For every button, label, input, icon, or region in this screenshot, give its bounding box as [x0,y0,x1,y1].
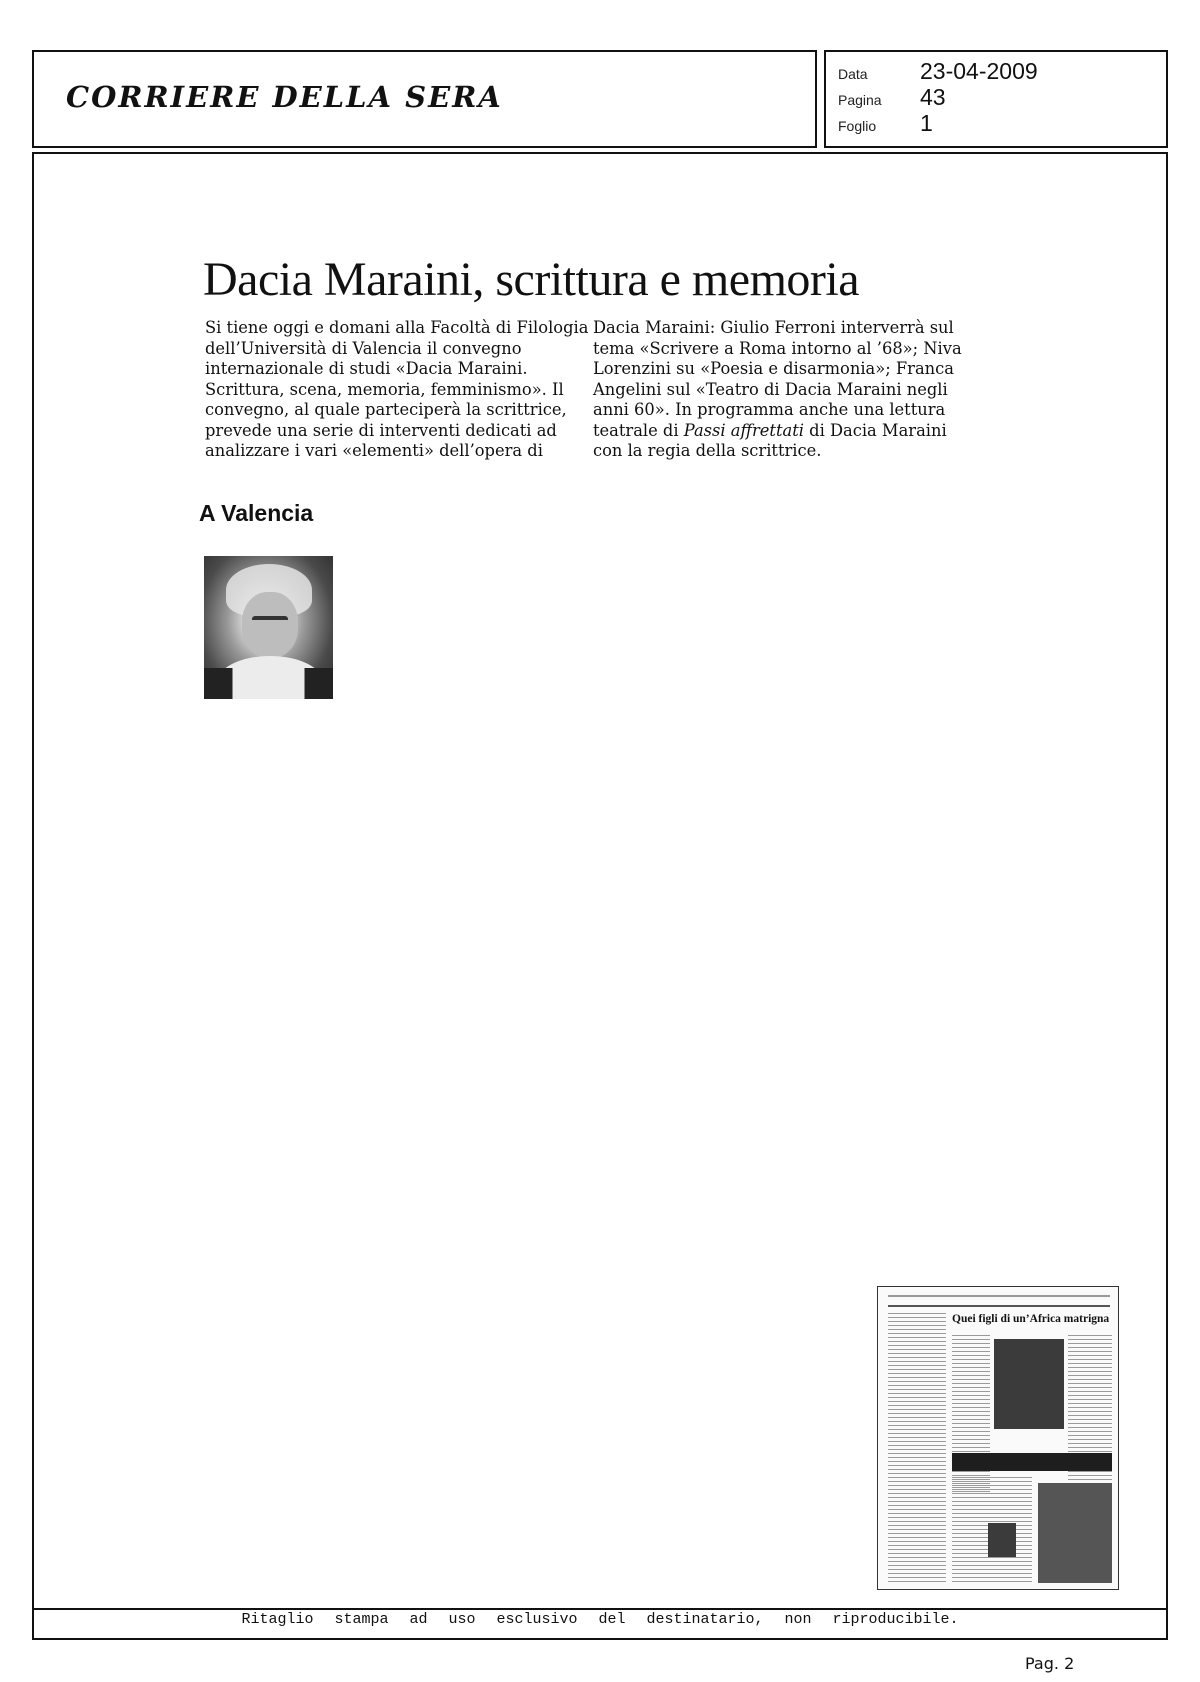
meta-value: 23-04-2009 [920,58,1038,84]
article-column-left [205,318,595,462]
text-line: Scrittura, scena, memoria, femminismo». Il [205,379,564,399]
meta-label: Foglio [838,118,877,134]
page-number: Pag. 2 [1025,1654,1075,1673]
masthead-title: CORRIERE DELLA SERA [66,80,503,114]
thumb-text-column [1068,1335,1112,1495]
header-masthead-box [32,50,817,148]
meta-label: Data [838,66,868,82]
meta-value: 1 [920,110,933,136]
section-label: A Valencia [199,500,314,526]
footer-notice: Ritaglio stampa ad uso esclusivo del destinatario, non riproducibile. [241,1611,959,1628]
article-column-right [593,318,983,462]
text-line: prevede una serie di interventi dedicati ad [205,420,557,440]
thumbnail-headline: Quei figli di un’Africa matrigna [952,1313,1110,1325]
text-line: analizzare i vari «elementi» dell’opera di [205,441,543,460]
text-line: Angelini sul «Teatro di Dacia Maraini negli [593,379,948,399]
text-line: Dacia Maraini: Giulio Ferroni interverrà sul [593,318,954,337]
header-meta-box [824,50,1168,148]
meta-value: 43 [920,84,946,110]
text-line-with-title [593,421,983,442]
thumb-picture [1038,1483,1112,1583]
thumb-text-column [952,1335,990,1495]
photo-jacket [204,668,333,699]
text-line: internazionale di studi «Dacia Maraini. [205,359,528,378]
photo-eyes [252,616,288,626]
meta-label: Pagina [838,92,882,108]
thumb-text-column [888,1313,946,1583]
text-line: Lorenzini su «Poesia e disarmonia»; Franca [593,359,954,378]
text-segment: di Dacia Maraini [803,420,947,440]
article-headline: Dacia Maraini, scrittura e memoria [203,253,860,306]
thumb-picture [994,1339,1064,1429]
text-line: tema «Scrivere a Roma intorno al ’68»; Niva [593,338,962,358]
thumb-picture [988,1523,1016,1557]
text-line: convegno, al quale parteciperà la scrittrice, [205,400,567,419]
thumb-highlight-band [952,1453,1112,1471]
text-segment: teatrale di [593,420,684,440]
text-line: con la regia della scrittrice. [593,441,822,460]
text-line: dell’Università di Valencia il convegno [205,338,522,358]
work-title: Passi affrettati [683,420,804,440]
thumb-rule [888,1305,1110,1307]
text-line: anni 60». In programma anche una lettura [593,400,946,419]
thumb-rule [888,1295,1110,1297]
text-line: Si tiene oggi e domani alla Facoltà di Filologia [205,318,589,337]
footer-divider [32,1608,1168,1610]
portrait-photo [204,556,333,699]
page-thumbnail [877,1286,1119,1590]
